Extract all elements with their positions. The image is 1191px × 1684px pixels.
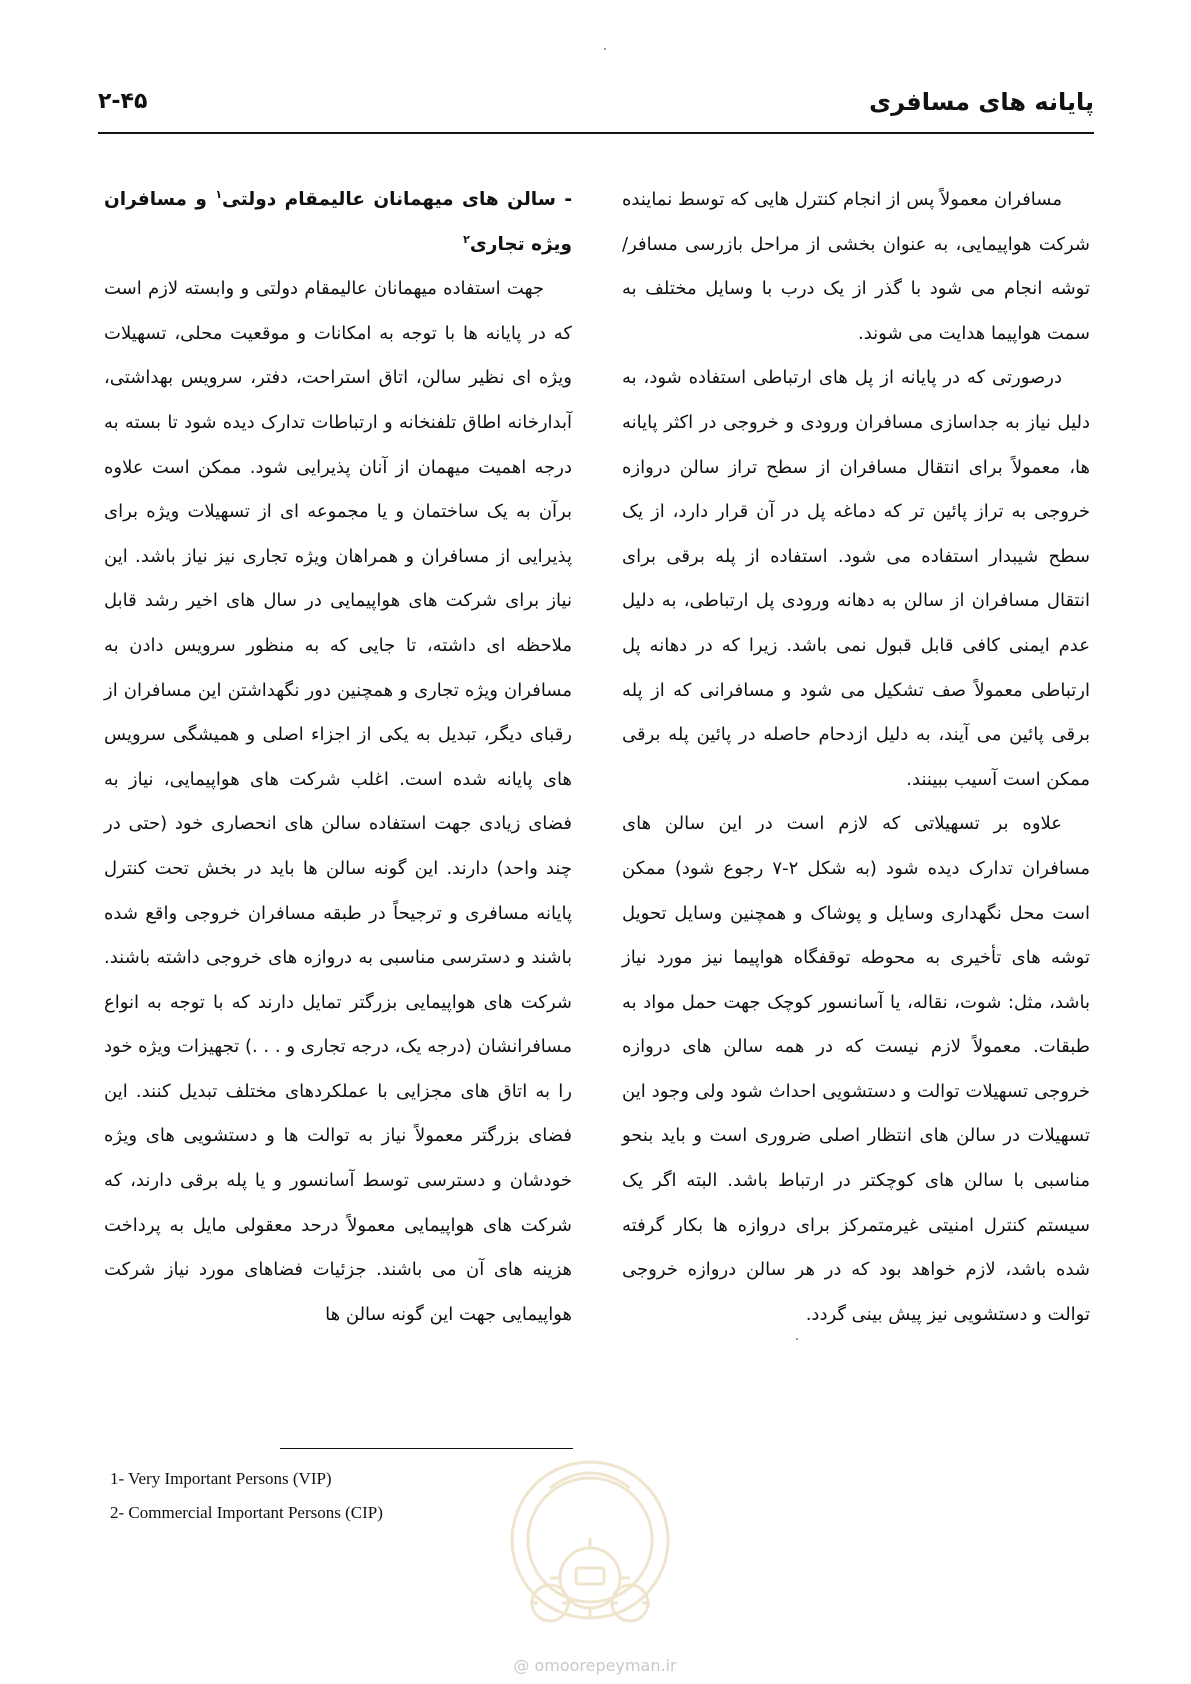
header-title: پایانه های مسافری	[869, 88, 1094, 116]
scan-speck	[796, 1338, 798, 1340]
right-paragraph-1: مسافران معمولاً پس از انجام کنترل هایی که توسط نماینده شرکت هواپیمایی، به عنوان بخشی از مراحل بازرسی مسافر/ توشه انجام می شود با گذر از یک درب با وسایل مختلف به سمت هواپیما هدایت می شوند.	[622, 189, 1090, 344]
right-paragraph-2: درصورتی که در پایانه از پل های ارتباطی استفاده شود، به دلیل نیاز به جداسازی مسافران ورودی و خروجی در اکثر پایانه ها، معمولاً برای انتقال مسافران از سطح تراز سالن دروازه خروجی به تراز پائین تر که دماغه پل در آن قرار دارد، از یک سطح شیبدار استفاده می شود. استفاده از پله برقی برای انتقال مسافران از سالن به دهانه ورودی پل ارتباطی، به دلیل عدم ایمنی کافی قابل قبول نمی باشد. زیرا که در دهانه پل ارتباطی معمولاً صف تشکیل می شود و مسافرانی که از پله برقی پائین می آیند، به دلیل ازدحام حاصله در پائین پله برقی ممکن است آسیب ببینند.	[622, 367, 1090, 790]
running-header	[98, 84, 1094, 124]
heading-footnote-ref-1: ۱	[215, 187, 223, 201]
right-column	[622, 178, 1090, 1337]
heading-footnote-ref-2: ۲	[463, 232, 470, 246]
left-paragraph-1: جهت استفاده میهمانان عالیمقام دولتی و وابسته لازم است که در پایانه ها با توجه به امکانات و موقعیت محلی، تسهیلات ویژه ای نظیر سالن، اتاق استراحت، دفتر، سرویس بهداشتی، آبدارخانه اطاق تلفنخانه و ارتباطات تدارک دیده شود تا بسته به درجه اهمیت میهمان از آنان پذیرایی شود. ممکن است علاوه برآن به یک ساختمان و یا مجموعه ای از تسهیلات ویژه برای پذیرایی از مسافران و همراهان ویژه تجاری نیز نیاز باشد. این نیاز برای شرکت های هواپیمایی در سال های اخیر رشد قابل ملاحظه ای داشته، تا جایی که به منظور سرویس دادن به مسافران ویژه تجاری و همچنین دور نگهداشتن این مسافران از رقبای دیگر، تبدیل به یکی از اجزاء اصلی و همیشگی سرویس های پایانه شده است. اغلب شرکت های هواپیمایی، نیاز به فضای زیادی جهت استفاده سالن های انحصاری خود (حتی در چند واحد) دارند. این گونه سالن ها باید در بخش تحت کنترل پایانه مسافری و ترجیحاً در طبقه مسافران خروجی واقع شده باشند و دسترسی مناسبی به دروازه های خروجی داشته باشند. شرکت های هواپیمایی بزرگتر تمایل دارند که با توجه به انواع مسافرانشان (درجه یک، درجه تجاری و . . .) تجهیزات ویژه خود را به اتاق های مجزایی با عملکردهای مختلف تبدیل کنند. این فضای بزرگتر معمولاً نیاز به توالت ها و دستشویی های ویژه خودشان و دسترسی توسط آسانسور و یا پله برقی دارند، که شرکت های هواپیمایی معمولاً درحد معقولی مایل به پرداخت هزینه های آن می باشند. جزئیات فضاهای مورد نیاز شرکت هواپیمایی جهت این گونه سالن ها	[104, 278, 572, 1325]
section-heading	[104, 178, 572, 267]
right-paragraph-3: علاوه بر تسهیلاتی که لازم است در این سالن های مسافران تدارک دیده شود (به شکل ۲-۷ رجوع شود) ممکن است محل نگهداری وسایل و پوشاک و همچنین وسایل تحویل توشه های تأخیری به محوطه توقفگاه هواپیما نیز مورد نیاز باشد، مثل: شوت، نقاله، یا آسانسور کوچک جهت حمل مواد به طبقات. معمولاً لازم نیست که در همه سالن های دروازه خروجی تسهیلات توالت و دستشویی احداث شود ولی وجود این تسهیلات در سالن های انتظار اصلی ضروری است و باید بنحو مناسبی با سالن های کوچکتر در ارتباط باشد. البته اگر یک سیستم کنترل امنیتی غیرمتمرکز برای دروازه ها بکار گرفته شده باشد، لازم خواهد بود که در هر سالن دروازه خروجی توالت و دستشویی نیز پیش بینی گردد.	[622, 813, 1090, 1325]
watermark-url: @ omoorepeyman.ir	[513, 1656, 677, 1675]
footnote-2: 2- Commercial Important Persons (CIP)	[110, 1503, 383, 1522]
heading-text-part1: - سالن های میهمانان عالیمقام دولتی	[222, 189, 572, 210]
left-column	[104, 178, 572, 1337]
watermark-seal-icon	[490, 1428, 690, 1653]
footnote-1: 1- Very Important Persons (VIP)	[110, 1469, 332, 1488]
header-rule	[98, 132, 1094, 134]
watermark-url-text: omoorepeyman.ir	[534, 1656, 677, 1675]
scan-speck	[604, 48, 606, 50]
heading-text-part2: و مسافران ویژه تجاری	[104, 189, 572, 255]
header-page-number: ۲-۴۵	[98, 89, 148, 114]
